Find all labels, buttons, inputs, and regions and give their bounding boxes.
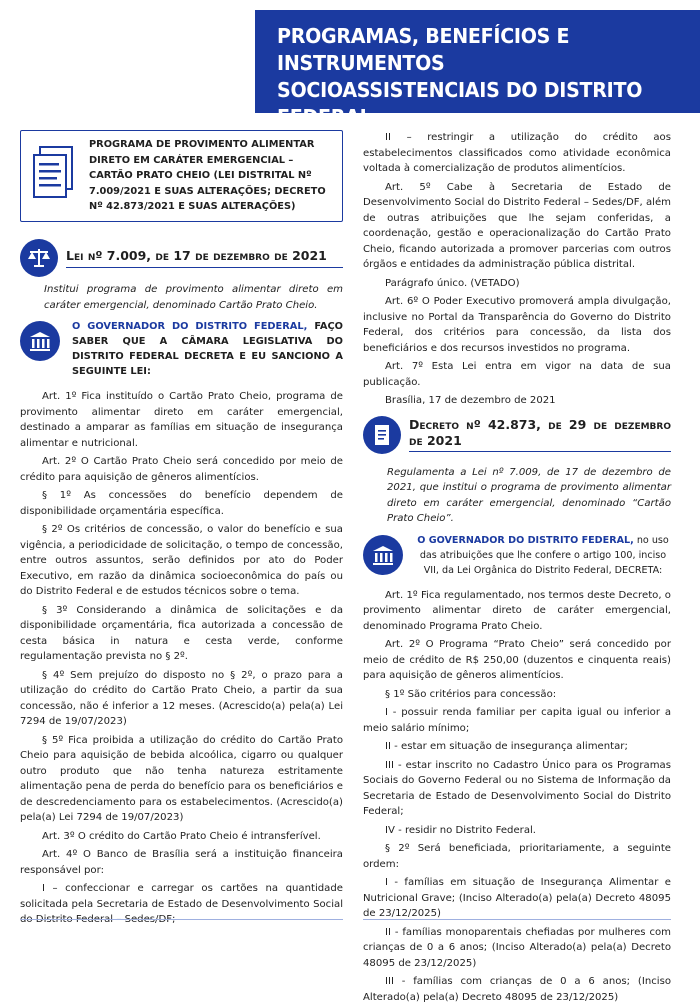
law-paragraph: I – confeccionar e carregar os cartões na quantidade solicitada pela Secretaria de Estado de Desenvolvimento Social: [20, 883, 343, 910]
government-building-icon: [363, 535, 403, 575]
page-title: PROGRAMAS, BENEFÍCIOS E INSTRUMENTOS SOCIOASSISTENCIAIS DO DISTRITO FEDERAL: [277, 24, 643, 129]
law-paragraph: II – restringir a utilização do crédito aos estabelecimentos classificados como atividade econômica voltada à comercialização de produtos alimentícios.: [363, 132, 671, 174]
law-heading: [20, 238, 343, 278]
law-paragraph: § 1º As concessões do benefício dependem de disponibilidade orçamentária específica.: [20, 490, 343, 517]
law-paragraph: Art. 6º O Poder Executivo promoverá ampla divulgação, inclusive no Portal da Transparência do Governo do Distrito Federal, dos critérios para concessão, da lista dos beneficiários e dos recursos investidos no programa.: [363, 296, 671, 354]
law-paragraph: Art. 3º O crédito do Cartão Prato Cheio é intransferível.: [42, 830, 321, 842]
decree-heading: [363, 415, 671, 455]
law-paragraph: § 3º Considerando a dinâmica de solicitações e da disponibilidade orçamentária, fica autorizada a concessão de cesta básica in natura e cesta verde, conforme regulamentação prevista no § 2º.: [20, 604, 343, 662]
program-box-text: PROGRAMA DE PROVIMENTO ALIMENTAR DIRETO EM CARÁTER EMERGENCIAL – CARTÃO PRATO CHEIO (LEI DISTRITAL Nº 7.009/2021 E SUAS ALTERAÇÕES; DECRETO Nº 42.873/2021 E SUAS ALTERAÇÕES): [89, 139, 326, 212]
footer-divider: [363, 919, 671, 920]
program-box: [20, 130, 343, 222]
governor-lead: O GOVERNADOR DO DISTRITO FEDERAL,: [72, 321, 308, 332]
footer-divider: [20, 919, 343, 920]
document-icon: [30, 145, 78, 201]
law-governor-block: [20, 319, 343, 379]
decree-paragraph: I - possuir renda familiar per capita igual ou inferior a meio salário mínimo;: [363, 707, 671, 734]
law-paragraph: § 4º Sem prejuízo do disposto no § 2º, o prazo para a utilização do crédito do Cartão Prato Cheio, a partir da sua concessão, não é inferior a 12 meses. (Acrescido(a) pela(a) Lei 7294 de 19/07/2023): [20, 669, 343, 727]
governor-rest: no uso das atribuições que lhe confere o artigo 100, inciso VII, da Lei Orgânica do Distrito Federal, DECRETA:: [419, 534, 669, 576]
right-column: [363, 130, 671, 1008]
law-paragraph: Art. 1º Fica instituído o Cartão Prato Cheio, programa de provimento alimentar direto em caráter emergencial, destinado a amparar as famílias em situação de insegurança alimentar e nutricional.: [20, 391, 343, 449]
law-paragraph: § 2º Os critérios de concessão, o valor do benefício e sua vigência, a periodicidade de solicitação, o tempo de concessão, entre outros assuntos, serão definidos por ato do Poder Executivo, em razão da dinâmica socioeconômica do país ou do Distrito Federal e de estudos técnicos sobre o tema.: [20, 524, 343, 597]
law-signature-date: Brasília, 17 de dezembro de 2021: [385, 395, 556, 406]
decree-paragraph: § 2º Será beneficiada, prioritariamente, a seguinte ordem:: [363, 843, 671, 870]
law-paragraph: Parágrafo único. (VETADO): [385, 277, 520, 289]
law-paragraph: Art. 4º O Banco de Brasília será a instituição financeira responsável por:: [20, 849, 343, 876]
decree-paragraph: III - estar inscrito no Cadastro Único para os Programas Sociais do Governo Federal ou no Sistema de Informação da Secretaria de Estado de Desenvolvimento Social do Distrito Federal;: [363, 759, 671, 817]
document-icon: [363, 416, 401, 454]
decree-title: Decreto nº 42.873, de 29 de dezembro de 2021: [409, 417, 671, 452]
law-paragraph: § 5º Fica proibida a utilização do crédito do Cartão Prato Cheio para aquisição de bebida alcoólica, cigarro ou qualquer outro produto que não tenha natureza estritamente alimentação pena de perda do benefício para os beneficiários e de descredenciamento para os estabelecimentos. (Acrescido(a) pela(a) Lei 7294 de 19/07/2023): [20, 734, 343, 823]
decree-ementa: Regulamenta a Lei nº 7.009, de 17 de dezembro de 2021, que institui o programa de provimento alimentar direto em caráter emergencial, denominado “Cartão Prato Cheio”.: [387, 466, 671, 524]
decree-paragraph: Art. 1º Fica regulamentado, nos termos deste Decreto, o provimento alimentar direto de caráter emergencial, denominado Programa Prato Cheio.: [363, 589, 671, 632]
scales-icon: [20, 239, 58, 277]
law-ementa: Institui programa de provimento alimentar direto em caráter emergencial, denominado Cartão Prato Cheio.: [44, 284, 343, 311]
decree-paragraph: II - estar em situação de insegurança alimentar;: [385, 741, 628, 752]
governor-rest: FAÇO SABER QUE A CÂMARA LEGISLATIVA DO DISTRITO FEDERAL DECRETA E EU SANCIONO A SEGUINTE LEI:: [72, 321, 343, 377]
header-banner: [255, 10, 700, 129]
law-governor-text: [72, 319, 343, 379]
decree-paragraph: II - famílias monoparentais chefiadas por mulheres com crianças de 0 a 6 anos; (Inciso Alterado(a) pela(a) Decreto 48095 de 23/12/2025): [363, 926, 671, 969]
decree-paragraph: § 1º São critérios para concessão:: [385, 688, 557, 700]
decree-paragraph: I - famílias em situação de Insegurança Alimentar e Nutricional Grave; (Inciso Alterado(a) pela(a) Decreto 48095 de 23/12/2025): [363, 877, 671, 919]
decree-paragraph: III - famílias com crianças de 0 a 6 anos; (Inciso Alterado(a) pela(a) Decreto 48095 de 23/12/2025): [363, 976, 671, 1003]
law-paragraph: Art. 5º Cabe à Secretaria de Estado de Desenvolvimento Social do Distrito Federal – Sedes/DF, além de outras atribuições que lhe sejam conferidas, a coordenação, gestão e operacionalização do Cartão Prato Cheio, ficando autorizada a promover parcerias com outros órgãos e entidades da administração pública distrital.: [363, 181, 671, 270]
law-paragraph: Art. 2º O Cartão Prato Cheio será concedido por meio de crédito para aquisição de gêneros alimentícios.: [20, 456, 343, 483]
decree-governor-block: [363, 533, 671, 578]
law-title: Lei nº 7.009, de 17 de dezembro de 2021: [66, 248, 343, 268]
decree-paragraph: IV - residir no Distrito Federal.: [385, 824, 537, 836]
governor-lead: O GOVERNADOR DO DISTRITO FEDERAL,: [417, 534, 634, 546]
decree-paragraph: Art. 2º O Programa “Prato Cheio” será concedido por meio de crédito de R$ 250,00 (duzentos e cinquenta reais) para aquisição de gêneros alimentícios.: [363, 639, 671, 681]
decree-governor-text: [415, 533, 671, 578]
government-building-icon: [20, 321, 60, 361]
law-paragraph: Art. 7º Esta Lei entra em vigor na data de sua publicação.: [363, 361, 671, 388]
left-column: [20, 130, 343, 931]
